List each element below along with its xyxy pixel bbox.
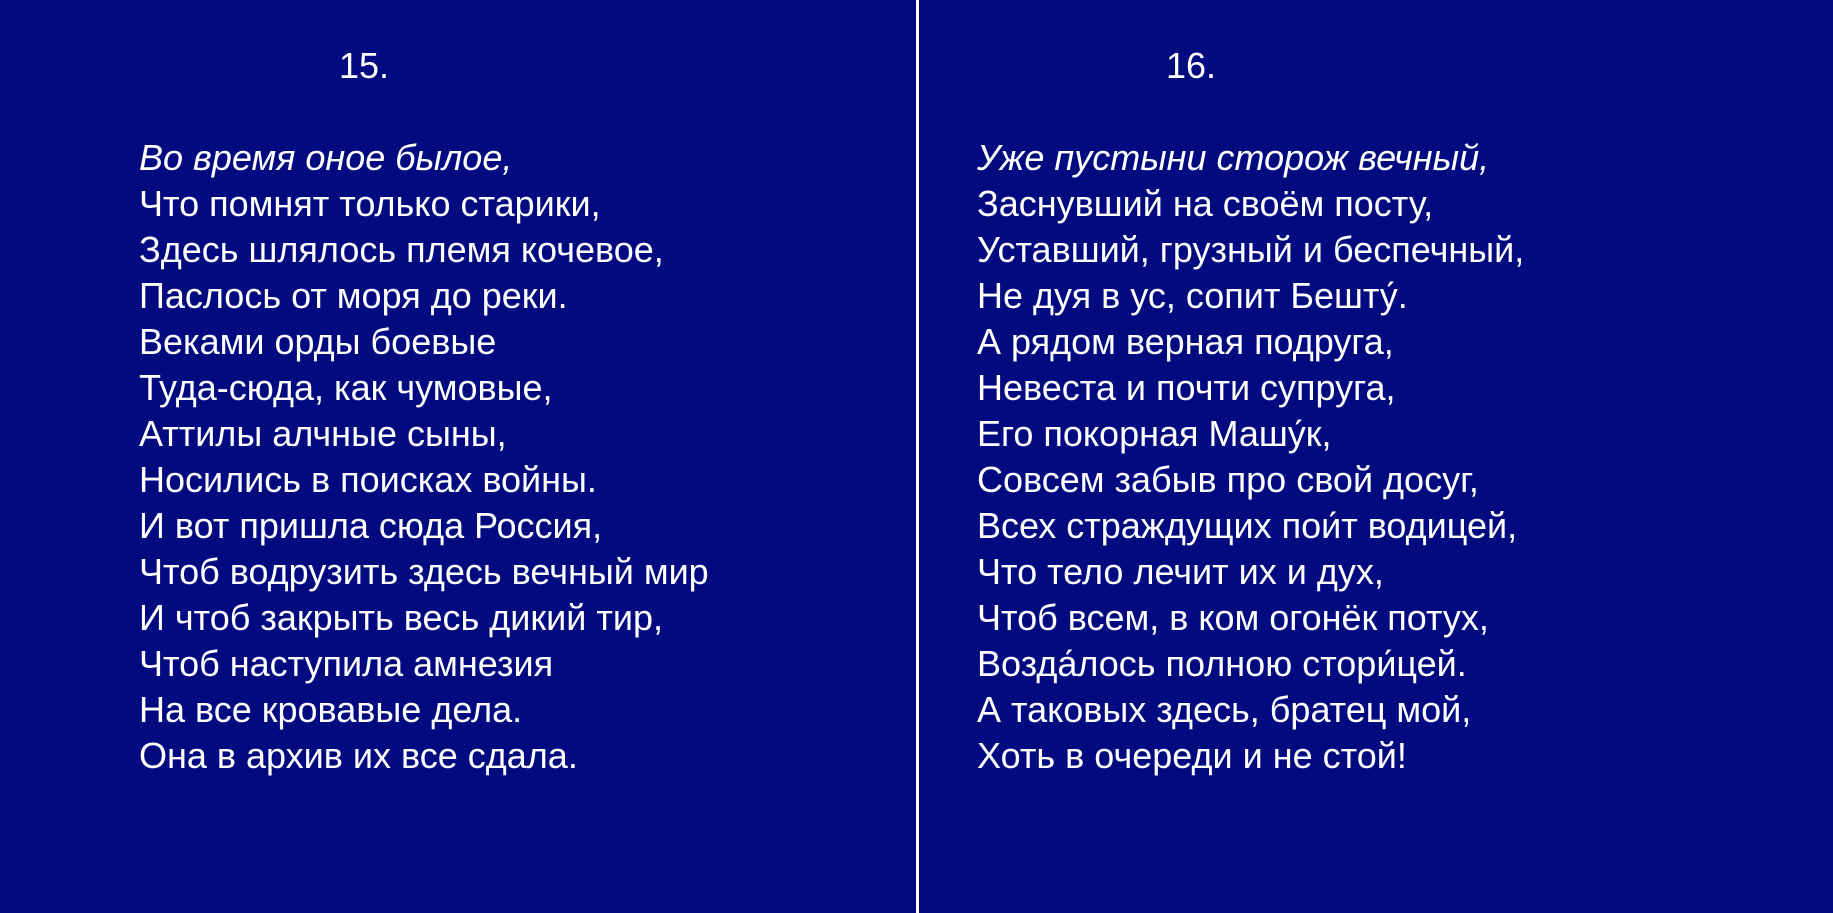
stanza-line: И вот пришла сюда Россия, <box>139 505 603 546</box>
stanza-line: Во время оное былое, <box>139 137 513 178</box>
stanza-line: Возда́лось полною стори́цей. <box>977 643 1467 684</box>
stanza-line: Носились в поисках войны. <box>139 459 597 500</box>
stanza-line: Что помнят только старики, <box>139 183 601 224</box>
stanza-line: Аттилы алчные сыны, <box>139 413 507 454</box>
stanza-number: 16. <box>1166 45 1217 86</box>
stanza-line: Чтоб наступила амнезия <box>139 643 554 684</box>
stanza-line: А рядом верная подруга, <box>977 321 1394 362</box>
stanza-line: Уставший, грузный и беспечный, <box>977 229 1525 270</box>
stanza-line: Чтоб водрузить здесь вечный мир <box>139 551 709 592</box>
stanza-line: Не дуя в ус, сопит Бешту́. <box>977 275 1408 316</box>
stanza-line: Веками орды боевые <box>139 321 497 362</box>
stanza-line: Хоть в очереди и не стой! <box>977 735 1407 776</box>
stanza-line: И чтоб закрыть весь дикий тир, <box>139 597 663 638</box>
stanza-15-column <box>0 0 916 913</box>
stanza-line: Она в архив их все сдала. <box>139 735 578 776</box>
stanza-number: 15. <box>339 45 390 86</box>
stanza-line: Чтоб всем, в ком огонёк потух, <box>977 597 1489 638</box>
stanza-line: Уже пустыни сторож вечный, <box>977 137 1490 178</box>
stanza-line: Что тело лечит их и дух, <box>977 551 1384 592</box>
stanza-15-lines <box>139 135 709 779</box>
stanza-line: Его покорная Машу́к, <box>977 413 1332 454</box>
stanza-line: Туда-сюда, как чумовые, <box>139 367 553 408</box>
stanza-line: Невеста и почти супруга, <box>977 367 1396 408</box>
stanza-line: А таковых здесь, братец мой, <box>977 689 1472 730</box>
stanza-line: На все кровавые дела. <box>139 689 523 730</box>
stanza-16-lines <box>977 135 1524 779</box>
stanza-16-column <box>919 0 1833 913</box>
stanza-line: Заснувший на своём посту, <box>977 183 1434 224</box>
stanza-line: Паслось от моря до реки. <box>139 275 568 316</box>
stanza-line: Совсем забыв про свой досуг, <box>977 459 1479 500</box>
stanza-line: Здесь шлялось племя кочевое, <box>139 229 664 270</box>
stanza-line: Всех страждущих пои́т водицей, <box>977 505 1518 546</box>
